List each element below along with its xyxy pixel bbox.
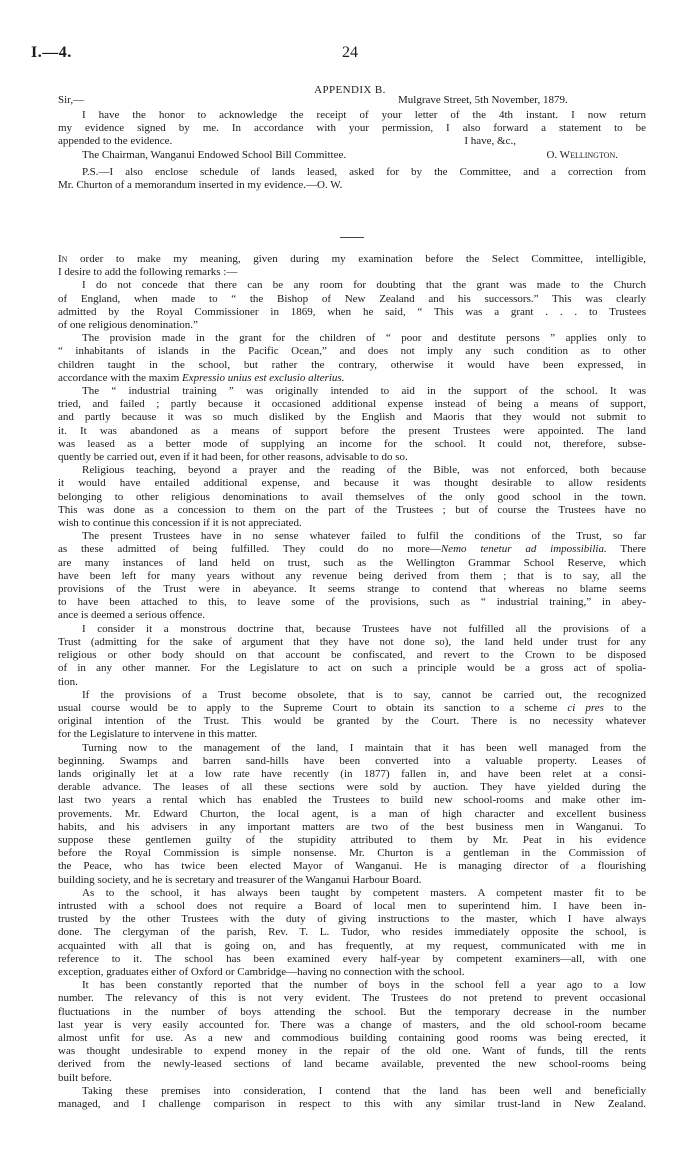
paragraph <box>58 279 646 332</box>
statement-line: was thought undesirable to expend money in the repair of the old one. Want of funds, till the rents <box>58 1045 646 1058</box>
statement-line: If the provisions of a Trust become obsolete, that is to say, cannot be carried out, the recognized <box>82 688 646 701</box>
statement-line: tion. <box>58 675 78 688</box>
statement-line: Trust (admitting for the sake of argument that they have not done so), the land held under trust for any <box>58 635 646 648</box>
statement-line-text: as these admitted of being fulfilled. They could do no more— <box>58 543 441 556</box>
letter-line: I have the honor to acknowledge the receipt of your letter of the 4th instant. I now return <box>82 109 646 121</box>
statement-line: The “ industrial training ” was originally intended to aid in the support of the school. It was <box>82 385 646 398</box>
statement-line-text: accordance with the maxim <box>58 371 183 384</box>
letter-line: my evidence signed by me. In accordance with your permission, I also forward a statement to be <box>58 122 646 135</box>
paragraph <box>58 979 646 1085</box>
statement-line: habits, and his advisers in any important matters are two of the best business men in Wanganui. To <box>58 820 646 833</box>
paragraph <box>58 887 646 979</box>
statement-line: and partly because it was so much disliked by the English and Maoris that they would not submit to <box>58 411 646 424</box>
statement-line: children taught in the school, but rather the contrary, otherwise it would have been expressed, in <box>58 358 646 371</box>
statement-line-text: usual course would be to apply to the Supreme Court to obtain its sanction to a scheme <box>58 701 568 714</box>
statement-line: acquainted with all that is going on, and has frequently, at my request, communicated with me in <box>58 939 646 952</box>
letter-signature: O. Wellington. <box>546 148 618 161</box>
statement-line: I consider it a monstrous doctrine that, because Trustees have not fulfilled all the provisions of a <box>82 622 646 635</box>
statement-line: built before. <box>58 1071 112 1084</box>
statement-line: last two years a rental which has enabled the Trustees to build new school-rooms and make other im- <box>58 794 646 807</box>
statement-line <box>58 702 646 715</box>
postscript-line: Mr. Churton of a memorandum inserted in my evidence.—O. W. <box>58 179 343 192</box>
document-reference: I.—4. <box>31 44 72 61</box>
statement-line-text: order to make my meaning, given during my examination before the Select Committee, intelligible, <box>67 253 646 265</box>
letter-closing: I have, &c., <box>464 135 516 148</box>
statement-line: trusted by the other Trustees with the duty of giving instructions to the master, which I have always <box>58 913 646 926</box>
statement-line: Religious teaching, beyond a prayer and the reading of the Bible, was not enforced, both because <box>82 464 646 477</box>
letter-recipient-row <box>58 149 646 162</box>
paragraph <box>58 715 646 741</box>
paragraph <box>58 464 646 530</box>
statement-line: exception, graduates either of Oxford or Cambridge—having no connection with the school. <box>58 965 465 978</box>
statement-line: have been left for many years without any revenue being derived from them ; that is to say, all the <box>58 569 646 582</box>
statement-line: building society, and he is secretary and treasurer of the Wanganui Harbour Board. <box>58 873 422 886</box>
paragraph <box>58 742 646 887</box>
statement-line: to have been attached to this, to leave some of the provisions, such as “ industrial training,” in abey- <box>58 596 646 609</box>
paragraph <box>58 332 646 372</box>
letter-recipient: The Chairman, Wanganui Endowed School Bill Committee. <box>82 148 347 161</box>
appendix-title: APPENDIX B. <box>314 84 386 96</box>
statement-line: religious or other body should on that account be confiscated, and revert to the Crown to be disposed <box>58 649 646 662</box>
statement-line: it. It was abandoned as a means of support before the present Trustees were appointed. The land <box>58 424 646 437</box>
statement-line: The provision made in the grant for the children of “ poor and destitute persons ” applies only to <box>82 332 646 345</box>
statement-line: I do not concede that there can be any room for doubting that the grant was made to the Church <box>82 279 646 292</box>
statement-line: The present Trustees have in no sense whatever failed to fulfil the conditions of the Trust, so far <box>82 530 646 543</box>
statement-line: almost unfit for use. As a new and commodious building containing good rooms was being erected, it <box>58 1031 646 1044</box>
letter-line <box>58 135 646 148</box>
statement-line: before the Royal Commission is simple nonsense. Mr. Churton is a gentleman in the Commission of <box>58 847 646 860</box>
statement-line: done. The clergyman of the parish, Rev. T. L. Tudor, who resides immediately opposite the school, is <box>58 926 646 939</box>
paragraph <box>58 1085 646 1111</box>
statement-line <box>58 372 646 385</box>
postscript-line: P.S.—I also enclose schedule of lands leased, asked for by the Committee, and a correction from <box>82 165 646 178</box>
paragraph <box>58 385 646 464</box>
statement-line: admitted by the Royal Commissioner in 1869, when he said, “ This was a grant . . . to Trustees <box>58 305 646 318</box>
statement-line: ance is deemed a serious offence. <box>58 609 206 622</box>
statement-line: tried, and failed ; partly because it occasioned additional expense instead of being a means of support, <box>58 398 646 411</box>
statement-line: derived from the newly-leased sections of land became available, prevented the new school-rooms being <box>58 1058 646 1071</box>
statement-line <box>58 543 646 556</box>
statement-line: I desire to add the following remarks :— <box>58 266 238 279</box>
statement-line: original intention of the Trust. This would be granted by the Court. There is no necessity whatever <box>58 715 646 728</box>
statement-line: provisions of the Trust were in abeyance. It seems strange to contend that whereas no blame seems <box>58 583 646 596</box>
statement-line <box>58 253 646 266</box>
paragraph <box>58 557 646 623</box>
statement-line: intrusted with a school does not require a Board of local men to superintend him. I have been in- <box>58 899 646 912</box>
statement-line: last year is very easily accounted for. There was a change of masters, and the old school-room became <box>58 1018 646 1031</box>
statement-line: was leased as a better mode of supplying an income for the school. It could not, therefore, subse- <box>58 437 646 450</box>
statement-line: of in any other manner. For the Legislature to act on such a principle would be a gross act of spolia- <box>58 662 646 675</box>
statement-line: This was done as a concession to them on the part of the Trustees ; but of course the Trustees have no <box>58 503 646 516</box>
statement-line: wish to continue this concession if it is not appreciated. <box>58 517 302 530</box>
statement-line-text: to the <box>603 701 646 714</box>
letter-line-text: appended to the evidence. <box>58 135 173 148</box>
statement-line: managed, and I challenge comparison in respect to this with any similar trust-land in New Zealand. <box>58 1098 646 1110</box>
statement-line: quently be carried out, even if it had been, for other reasons, advisable to do so. <box>58 451 408 464</box>
statement-line: provements. Mr. Edward Churton, the local agent, is a man of high character and excellent business <box>58 807 646 820</box>
statement-line: Taking these premises into consideration, I contend that the land has been well and beneficially <box>82 1084 646 1097</box>
statement-first-word: In <box>58 253 68 265</box>
statement-line: the Peace, who has twice been elected Mayor of Wanganui. He is managing director of a flourishing <box>58 860 646 873</box>
statement-line: number. The relevancy of this is not very evident. The Trustees do not pretend to prevent occasional <box>58 992 646 1005</box>
statement-line: “ inhabitants of islands in the Pacific Ocean,” and does not imply any such condition as to other <box>58 345 646 358</box>
statement-line: are many instances of land held on trust, such as the Wellington Grammar School Reserve, which <box>58 556 646 569</box>
statement-line: for the Legislature to intervene in this matter. <box>58 728 258 741</box>
statement-line: reference to it. The school has been examined every half-year by competent examiners—all, with one <box>58 952 646 965</box>
statement-line: suppose these gentlemen guilty of the stupidity attributed to them by Mr. Peat in his evidence <box>58 833 646 846</box>
latin-term: ci pres <box>567 701 604 714</box>
latin-maxim: Nemo tenetur ad impossibilia. <box>440 543 607 556</box>
statement-line: of England, when made to “ the Bishop of New Zealand and his successors.” This was clearly <box>58 292 646 305</box>
letter-body <box>58 109 646 192</box>
statement-line: derable advance. The leases of all these sections were sold by auction. They have yielded during the <box>58 781 646 794</box>
statement-line: fluctuations in the number of boys attending the school. But the temporary decrease in the number <box>58 1005 646 1018</box>
statement-line: it would have entailed additional expense, and because it was thought desirable to allow residents <box>58 477 646 490</box>
section-divider <box>340 237 364 238</box>
letter-address-date: Mulgrave Street, 5th November, 1879. <box>398 94 568 106</box>
statement-line: beginning. Swamps and barren sand-hills have been converted into a valuable property. Leases of <box>58 754 646 767</box>
statement-line: lands originally let at a low rate have recently (in 1877) fallen in, and have been relet at a consi- <box>58 767 646 780</box>
statement-line: It has been constantly reported that the number of boys in the school fell a year ago to a low <box>82 979 646 992</box>
statement-line: As to the school, it has always been taught by competent masters. A competent master fit to be <box>82 886 646 899</box>
statement-line-text: There <box>606 543 646 556</box>
page-number: 24 <box>342 44 358 61</box>
statement-line: of one religious denomination.” <box>58 319 198 332</box>
latin-maxim: Expressio unius est exclusio alterius. <box>182 371 345 384</box>
paragraph <box>58 623 646 689</box>
statement-body <box>58 253 646 1111</box>
statement-line: belonging to other religious denominations to avail themselves of the only good school in the town. <box>58 490 646 503</box>
salutation: Sir,— <box>58 94 85 106</box>
statement-line: Turning now to the management of the land, I maintain that it has been well managed from the <box>82 741 646 754</box>
